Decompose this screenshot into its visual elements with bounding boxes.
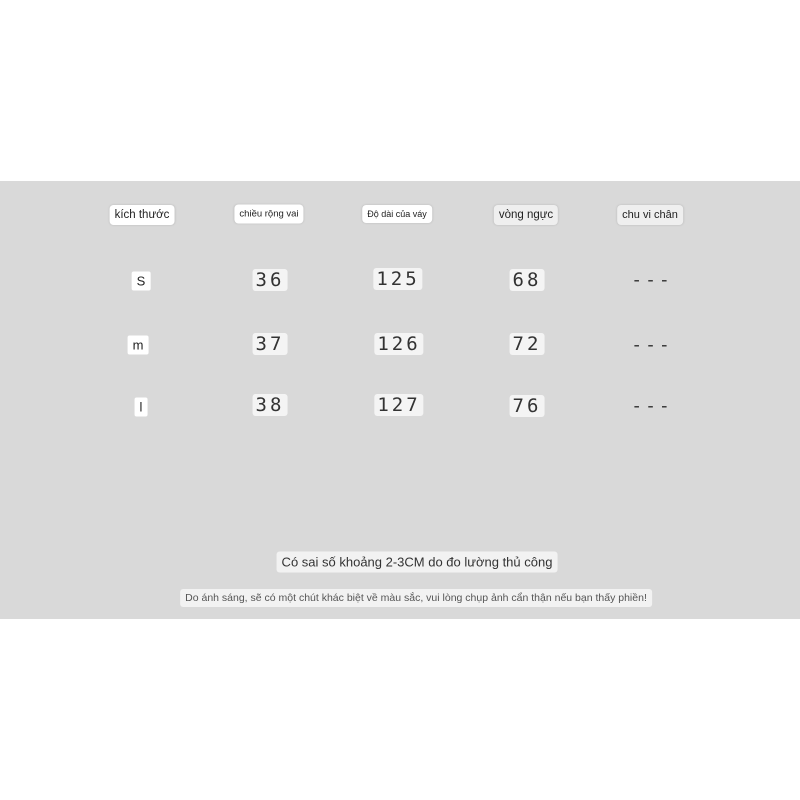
size-label: S: [132, 272, 151, 291]
header-hem: chu vi chân: [617, 205, 683, 225]
header-dress-length: Độ dài của váy: [362, 205, 432, 223]
size-label: m: [128, 336, 149, 355]
header-bust: vòng ngực: [494, 205, 558, 225]
hem-value: ---: [631, 395, 673, 417]
length-value: 127: [374, 394, 423, 416]
shoulder-value: 37: [253, 333, 288, 355]
header-size: kích thước: [110, 205, 175, 225]
hem-value: ---: [631, 334, 673, 356]
bust-value: 76: [510, 395, 545, 417]
shoulder-value: 36: [253, 269, 288, 291]
length-value: 125: [373, 268, 422, 290]
bust-value: 72: [510, 333, 545, 355]
bust-value: 68: [510, 269, 545, 291]
shoulder-value: 38: [253, 394, 288, 416]
hem-value: ---: [631, 269, 673, 291]
header-shoulder-width: chiều rộng vai: [234, 205, 303, 224]
color-disclaimer-note: Do ánh sáng, sẽ có một chút khác biệt về màu sắc, vui lòng chụp ảnh cẩn thận nếu bạn thấy phiền!: [180, 589, 652, 607]
measurement-tolerance-note: Có sai số khoảng 2-3CM do đo lường thủ công: [277, 552, 558, 573]
length-value: 126: [374, 333, 423, 355]
size-label: l: [135, 398, 148, 417]
